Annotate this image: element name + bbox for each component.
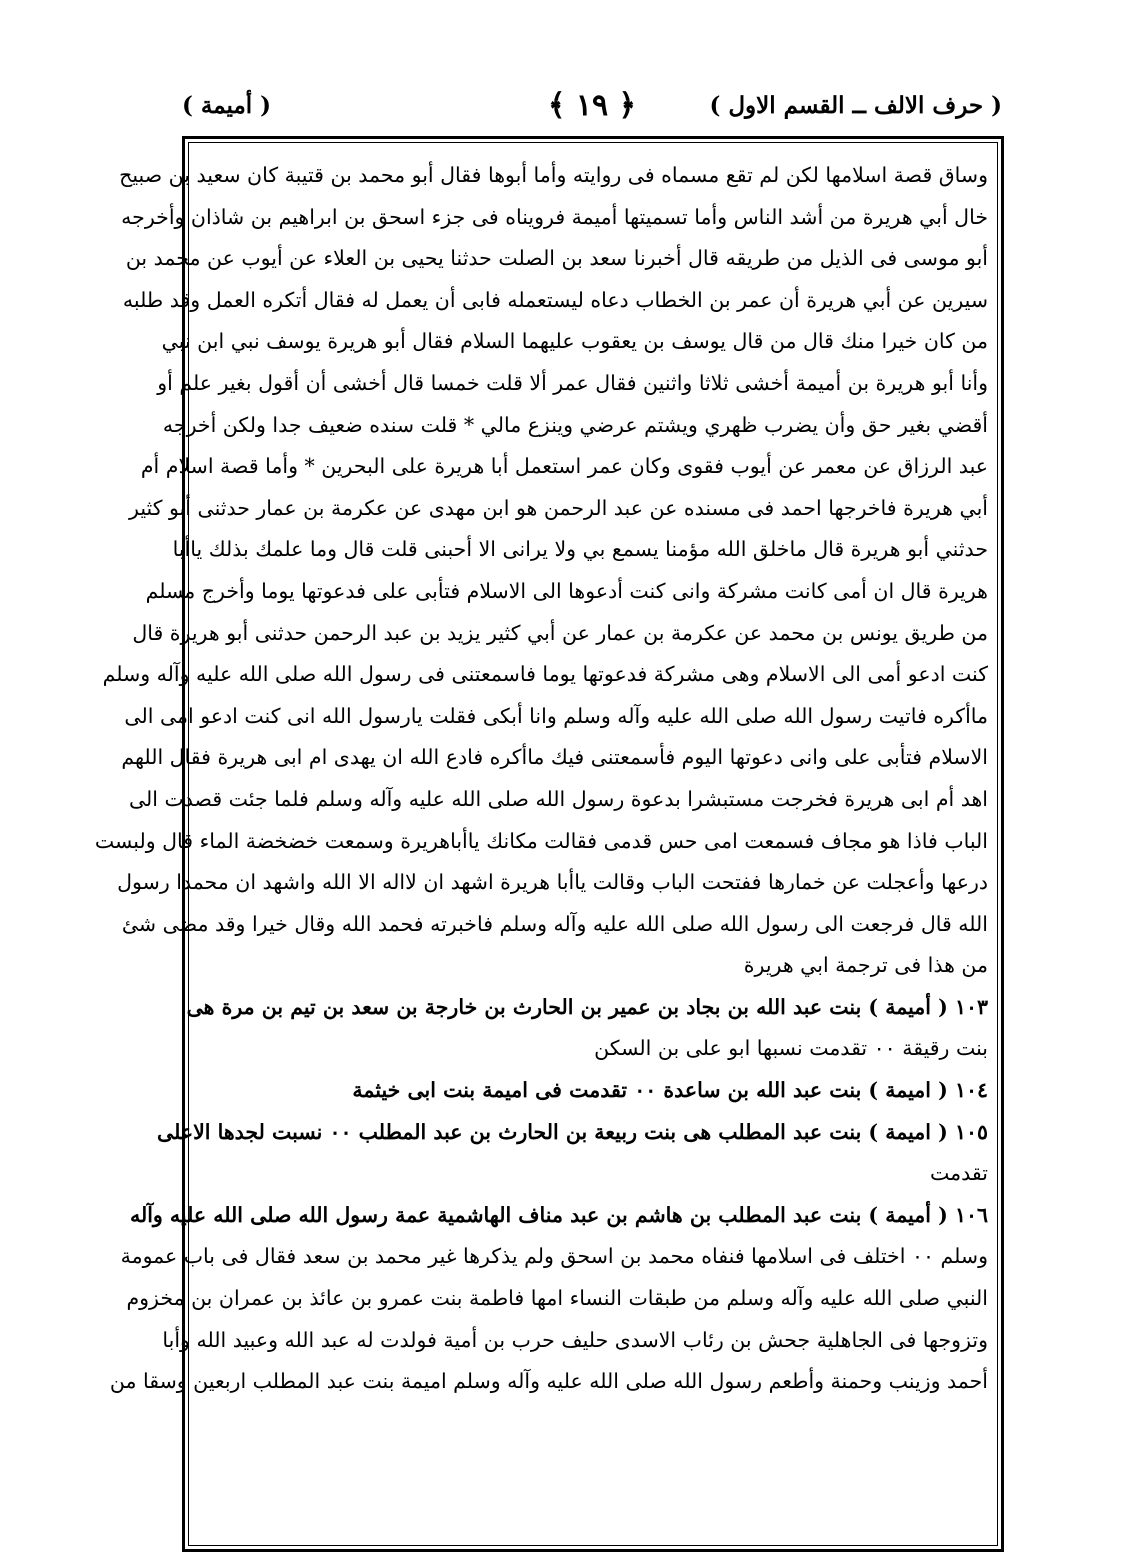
entry-title: ( أميمة ) xyxy=(182,92,272,119)
text-line: الاسلام فتأبى على وانى دعوتها اليوم فأسمعتنى فيك ماأكره فادع الله ان يهدى ام ابى هريرة فقال اللهم xyxy=(121,745,988,770)
text-line: وساق قصة اسلامها لكن لم تقع مسماه فى روايته وأما أبوها فقال أبو محمد بن قتيبة كان سعيد بن صبيح xyxy=(119,163,988,187)
text-line: بنت رقيقة ٠٠ تقدمت نسبها ابو على بن السكن xyxy=(594,1036,988,1061)
text-line: أبي هريرة فاخرجها احمد فى مسنده عن عبد الرحمن هو ابن مهدى عن عكرمة بن عمار حدثنى أبو كثير xyxy=(129,495,988,520)
page-number: ﴿ ١٩ ﴾ xyxy=(547,88,637,123)
text-line: كنت ادعو أمى الى الاسلام وهى مشركة فدعوتها يوما فاسمعتنى فى رسول الله صلى الله عليه وآله وسلم xyxy=(102,662,988,687)
body-text xyxy=(94,155,988,1545)
page-header xyxy=(182,88,1002,136)
text-line: سيرين عن أبي هريرة أن عمر بن الخطاب دعاه ليستعمله فابى أن يعمل له فقال أتكره العمل وقد طلبه xyxy=(122,287,988,312)
text-line: تقدمت xyxy=(930,1161,988,1186)
text-line: أبو موسى فى الذيل من طريقه قال أخبرنا سعد بن الصلت حدثنا يحيى بن العلاء عن أيوب عن محمد بن xyxy=(125,246,988,271)
text-line: الله قال فرجعت الى رسول الله صلى الله عليه وآله وسلم فاخبرته فحمد الله وقال خيرا وقد مضى شئ xyxy=(121,911,988,936)
text-line: من طريق يونس بن محمد عن عكرمة بن عمار عن أبي كثير يزيد بن عبد الرحمن حدثنى أبو هريرة قال xyxy=(132,620,988,645)
text-line: خال أبي هريرة من أشد الناس وأما تسميتها أميمة فرويناه فى جزء اسحق بن ابراهيم بن شاذان وأخرجه xyxy=(121,204,988,229)
text-line: من كان خيرا منك قال من قال يوسف بن يعقوب عليهما السلام فقال أبو هريرة يوسف نبي ابن نبي xyxy=(161,329,988,354)
text-line: اهد أم ابى هريرة فخرجت مستبشرا بدعوة رسول الله صلى الله عليه وآله وسلم فلما جئت قصدت الى xyxy=(128,786,988,811)
entry-103-line: ١٠٣ ( أميمة ) بنت عبد الله بن بجاد بن عمير بن الحارث بن خارجة بن سعد بن تيم بن مرة هى xyxy=(186,994,988,1019)
entry-105-line: ١٠٥ ( اميمة ) بنت عبد المطلب هى بنت ربيعة بن الحارث بن عبد المطلب ٠٠ نسبت لجدها الاعلى xyxy=(156,1119,988,1144)
chapter-title: ( حرف الالف ــ القسم الاول ) xyxy=(709,92,1002,119)
entry-104-line: ١٠٤ ( اميمة ) بنت عبد الله بن ساعدة ٠٠ تقدمت فى اميمة بنت ابى خيثمة xyxy=(352,1078,988,1103)
text-line: حدثني أبو هريرة قال ماخلق الله مؤمنا يسمع بي ولا يرانى الا أحبنى قلت قال وما علمك بذلك ياأبا xyxy=(172,537,988,562)
entry-106-line: ١٠٦ ( أميمة ) بنت عبد المطلب بن هاشم بن عبد مناف الهاشمية عمة رسول الله صلى الله عليه وآله xyxy=(129,1202,988,1227)
text-line: عبد الرزاق عن معمر عن أيوب فقوى وكان عمر استعمل أبا هريرة على البحرين * وأما قصة اسلام أم xyxy=(140,454,988,479)
text-line: ماأكره فاتيت رسول الله صلى الله عليه وآله وسلم وانا أبكى فقلت يارسول الله انى كنت ادعو امى الى xyxy=(124,703,988,728)
text-line: أحمد وزينب وحمنة وأطعم رسول الله صلى الله عليه وآله وسلم اميمة بنت عبد المطلب اربعين وسقا من xyxy=(109,1369,988,1394)
text-line: الباب فاذا هو مجاف فسمعت امى حس قدمى فقالت مكانك ياأباهريرة وسمعت خضخضة الماء قال ولبست xyxy=(94,828,988,853)
text-line: من هذا فى ترجمة ابي هريرة xyxy=(743,953,988,978)
text-line: درعها وأعجلت عن خمارها ففتحت الباب وقالت ياأبا هريرة اشهد ان لااله الا الله واشهد ان محمدا رسول xyxy=(117,870,988,895)
text-line: وأنا أبو هريرة بن أميمة أخشى ثلاثا واثنين فقال عمر ألا قلت خمسا قال أخشى أن أقول بغير علم أو xyxy=(157,370,988,395)
text-line: النبي صلى الله عليه وآله وسلم من طبقات النساء امها فاطمة بنت عمرو بن عائذ بن عمران بن مخزوم xyxy=(126,1286,988,1311)
text-line: وسلم ٠٠ اختلف فى اسلامها فنفاه محمد بن اسحق ولم يذكرها غير محمد بن سعد فقال فى باب عمومة xyxy=(120,1244,988,1269)
text-line: أقضي بغير حق وأن يضرب ظهري ويشتم عرضي وينزع مالي * قلت سنده ضعيف جدا ولكن أخرجه xyxy=(162,412,988,437)
text-line: هريرة قال ان أمى كانت مشركة وانى كنت أدعوها الى الاسلام فتأبى على فدعوتها يوما وأخرج مسلم xyxy=(145,578,988,603)
text-line: وتزوجها فى الجاهلية جحش بن رئاب الاسدى حليف حرب بن أمية فولدت له عبد الله وعبيد الله وأبا xyxy=(162,1327,988,1352)
